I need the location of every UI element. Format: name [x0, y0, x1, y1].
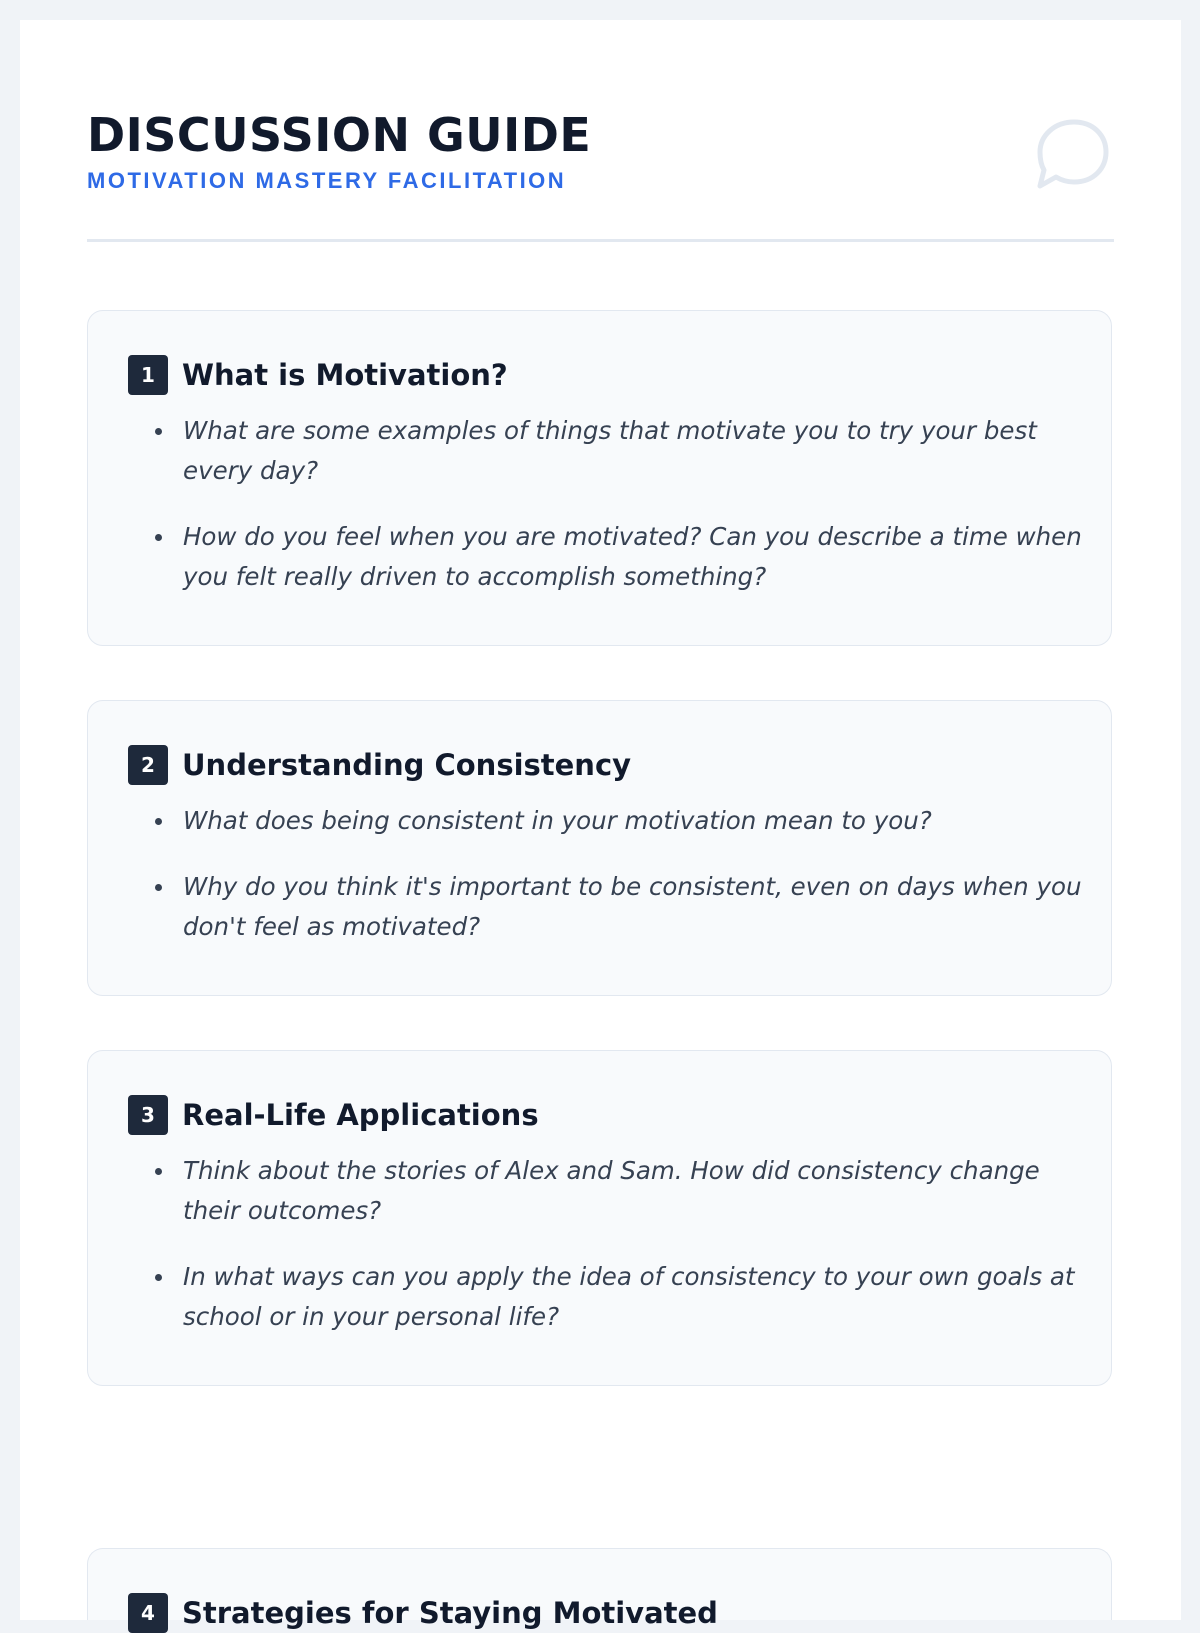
- section-title: Strategies for Staying Motivated: [182, 1596, 718, 1630]
- question-item: Think about the stories of Alex and Sam. How did consistency change their outcomes?: [183, 1151, 1113, 1231]
- section-card-3: [87, 1050, 1112, 1386]
- section-title: Real-Life Applications: [182, 1098, 539, 1132]
- question-list: [88, 1151, 1113, 1363]
- section-number-badge: 3: [128, 1095, 168, 1135]
- question-list: [88, 411, 1113, 623]
- question-item: How do you feel when you are motivated? Can you describe a time when you felt really driven to accomplish something?: [183, 517, 1113, 597]
- page-subtitle: MOTIVATION MASTERY FACILITATION: [87, 168, 567, 193]
- section-heading-4: [128, 1593, 718, 1633]
- chat-bubble-icon: [1034, 116, 1114, 196]
- section-card-4: [87, 1548, 1112, 1630]
- question-item: What does being consistent in your motivation mean to you?: [183, 801, 1113, 841]
- section-heading-1: [128, 355, 508, 395]
- section-number-badge: 4: [128, 1593, 168, 1633]
- header-divider: [87, 239, 1114, 242]
- question-item: Why do you think it's important to be consistent, even on days when you don't feel as motivated?: [183, 867, 1113, 947]
- section-heading-2: [128, 745, 631, 785]
- section-card-1: [87, 310, 1112, 646]
- section-number-badge: 2: [128, 745, 168, 785]
- section-card-2: [87, 700, 1112, 996]
- section-title: Understanding Consistency: [182, 748, 632, 782]
- question-item: In what ways can you apply the idea of consistency to your own goals at school or in your personal life?: [183, 1257, 1113, 1337]
- question-list: [88, 801, 1113, 973]
- header: [87, 90, 1114, 242]
- page-title: DISCUSSION GUIDE: [87, 108, 592, 162]
- section-number-badge: 1: [128, 355, 168, 395]
- question-item: What are some examples of things that motivate you to try your best every day?: [183, 411, 1113, 491]
- section-title: What is Motivation?: [182, 358, 508, 392]
- document-page: [20, 20, 1181, 1630]
- section-heading-3: [128, 1095, 539, 1135]
